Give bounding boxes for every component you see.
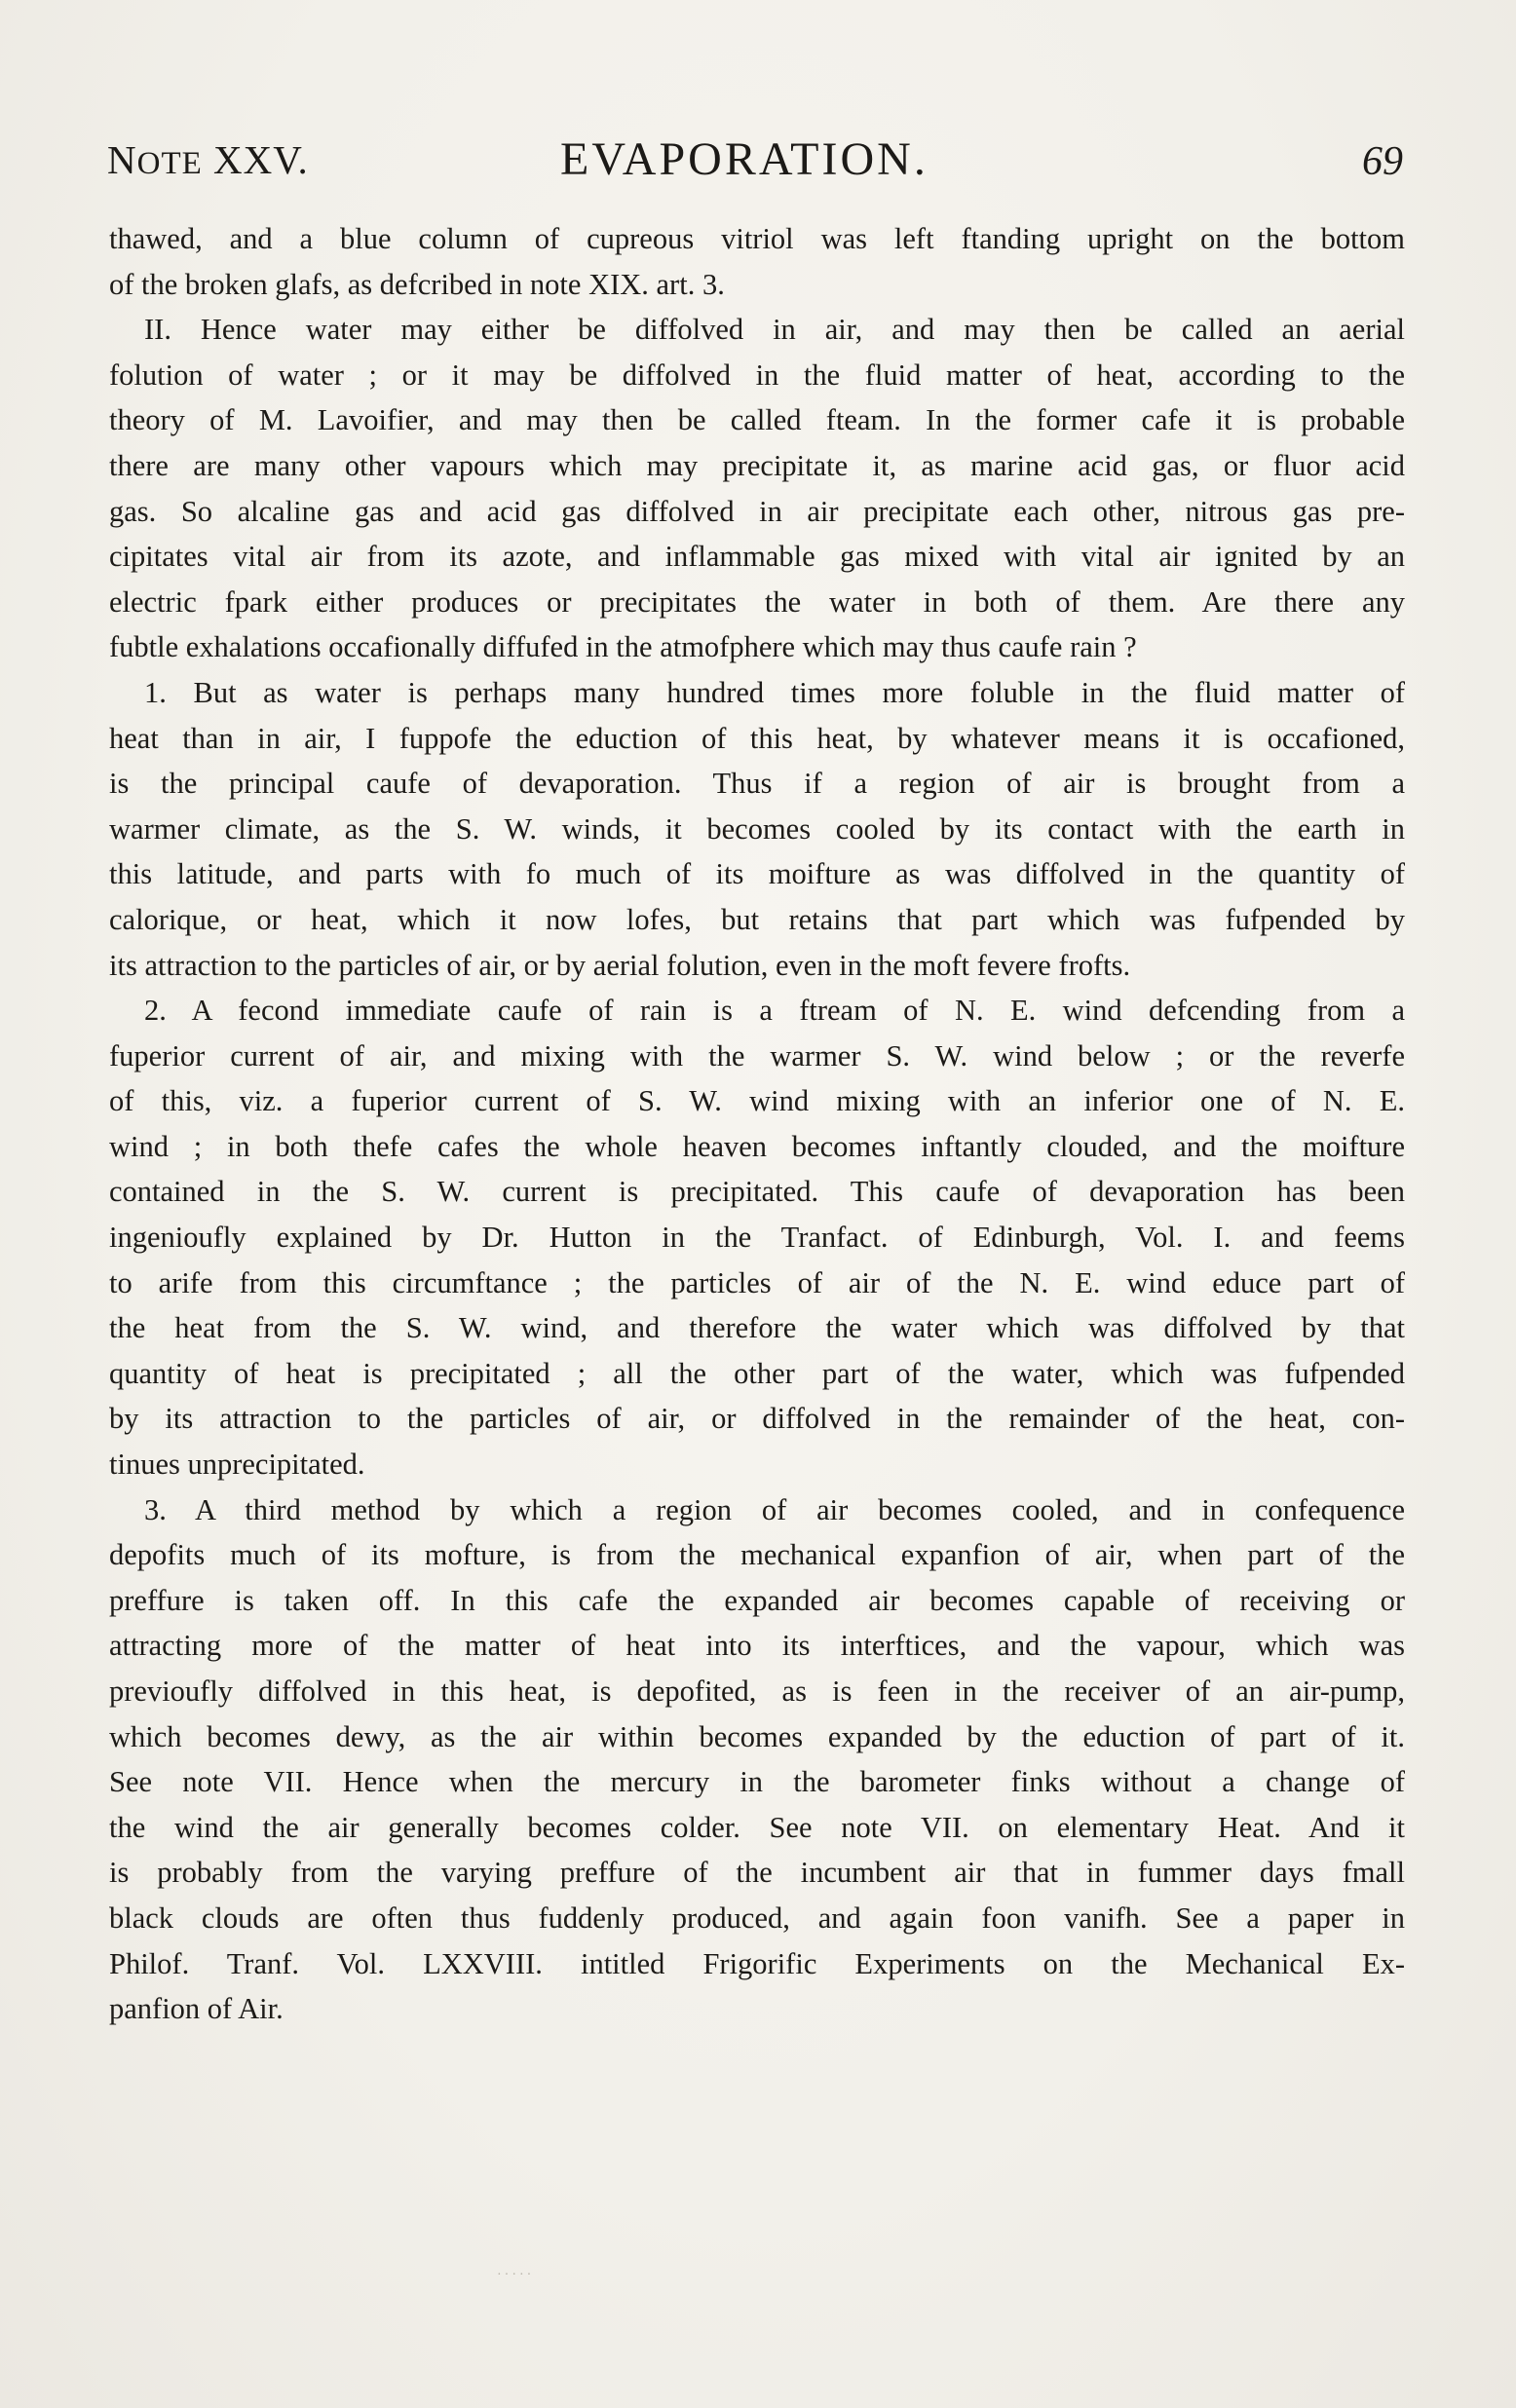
text-line: contained in the S. W. current is precipitated. This caufe of devaporation has been bbox=[109, 1175, 1405, 1209]
text-line: this latitude, and parts with fo much of its moifture as was diffolved in the quantity of bbox=[109, 857, 1405, 891]
text-line: 2. A fecond immediate caufe of rain is a ftream of N. E. wind defcending from a bbox=[144, 994, 1405, 1028]
note-label bbox=[107, 136, 309, 183]
text-line: of the broken glafs, as defcribed in note XIX. art. 3. bbox=[109, 267, 725, 301]
text-line: 3. A third method by which a region of air becomes cooled, and in confequence bbox=[144, 1492, 1405, 1526]
note-number: XXV. bbox=[213, 137, 309, 182]
text-line: heat than in air, I fuppofe the eduction of this heat, by whatever means it is occafioned, bbox=[109, 721, 1405, 755]
text-line: of this, viz. a fuperior current of S. W. wind mixing with an inferior one of N. E. bbox=[109, 1084, 1405, 1118]
text-line: to arife from this circumftance ; the particles of air of the N. E. wind educe part of bbox=[109, 1265, 1405, 1299]
text-line: ingenioufly explained by Dr. Hutton in the Tranfact. of Edinburgh, Vol. I. and feems bbox=[109, 1221, 1405, 1255]
text-line: cipitates vital air from its azote, and inflammable gas mixed with vital air ignited by an bbox=[109, 540, 1405, 574]
running-head bbox=[107, 133, 1403, 195]
text-line: attracting more of the matter of heat into its interftices, and the vapour, which was bbox=[109, 1629, 1405, 1663]
text-line: wind ; in both thefe cafes the whole heaven becomes inftantly clouded, and the moifture bbox=[109, 1129, 1405, 1163]
text-line: the heat from the S. W. wind, and therefore the water which was diffolved by that bbox=[109, 1311, 1405, 1345]
text-line: by its attraction to the particles of air, or diffolved in the remainder of the heat, con- bbox=[109, 1402, 1405, 1436]
text-line: II. Hence water may either be diffolved in air, and may then be called an aerial bbox=[144, 313, 1405, 347]
text-line: folution of water ; or it may be diffolved in the fluid matter of heat, according to the bbox=[109, 357, 1405, 392]
note-label-smallcaps: OTE bbox=[136, 146, 203, 181]
text-line: panfion of Air. bbox=[109, 1992, 284, 2026]
text-line: black clouds are often thus fuddenly produced, and again foon vanifh. See a paper in bbox=[109, 1900, 1405, 1935]
text-line: there are many other vapours which may precipitate it, as marine acid gas, or fluor acid bbox=[109, 448, 1405, 482]
text-line: fubtle exhalations occafionally diffufed in the atmofphere which may thus caufe rain ? bbox=[109, 630, 1137, 664]
body-text bbox=[109, 216, 1405, 2032]
text-line: tinues unprecipitated. bbox=[109, 1448, 365, 1482]
text-line: depofits much of its mofture, is from the mechanical expanfion of air, when part of the bbox=[109, 1538, 1405, 1572]
text-line: its attraction to the particles of air, or by aerial folution, even in the moft fevere frofts. bbox=[109, 948, 1131, 982]
text-line: See note VII. Hence when the mercury in the barometer finks without a change of bbox=[109, 1765, 1405, 1799]
print-smudge: ····· bbox=[497, 2268, 535, 2282]
text-line: the wind the air generally becomes colder. See note VII. on elementary Heat. And it bbox=[109, 1810, 1405, 1844]
text-line: warmer climate, as the S. W. winds, it becomes cooled by its contact with the earth in bbox=[109, 811, 1405, 846]
note-label-initial: N bbox=[107, 137, 137, 182]
page-title: EVAPORATION. bbox=[560, 133, 929, 185]
text-line: preffure is taken off. In this cafe the expanded air becomes capable of receiving or bbox=[109, 1583, 1405, 1617]
text-line: electric fpark either produces or precipitates the water in both of them. Are there any bbox=[109, 584, 1405, 619]
text-line: gas. So alcaline gas and acid gas diffolved in air precipitate each other, nitrous gas pre- bbox=[109, 494, 1405, 528]
text-line: is the principal caufe of devaporation. Thus if a region of air is brought from a bbox=[109, 767, 1405, 801]
page-number: 69 bbox=[1362, 139, 1403, 184]
text-line: which becomes dewy, as the air within becomes expanded by the eduction of part of it. bbox=[109, 1719, 1405, 1753]
text-line: quantity of heat is precipitated ; all the other part of the water, which was fufpended bbox=[109, 1356, 1405, 1390]
text-line: theory of M. Lavoifier, and may then be called fteam. In the former cafe it is probable bbox=[109, 403, 1405, 437]
text-line: thawed, and a blue column of cupreous vitriol was left ftanding upright on the bottom bbox=[109, 222, 1405, 255]
text-line: previoufly diffolved in this heat, is depofited, as is feen in the receiver of an air-pump, bbox=[109, 1674, 1405, 1708]
text-line: fuperior current of air, and mixing with the warmer S. W. wind below ; or the reverfe bbox=[109, 1038, 1405, 1072]
text-line: is probably from the varying preffure of the incumbent air that in fummer days fmall bbox=[109, 1856, 1405, 1890]
text-line: Philof. Tranf. Vol. LXXVIII. intitled Frigorific Experiments on the Mechanical Ex- bbox=[109, 1946, 1405, 1980]
text-line: calorique, or heat, which it now lofes, but retains that part which was fufpended by bbox=[109, 902, 1405, 936]
text-line: 1. But as water is perhaps many hundred times more foluble in the fluid matter of bbox=[144, 675, 1405, 709]
